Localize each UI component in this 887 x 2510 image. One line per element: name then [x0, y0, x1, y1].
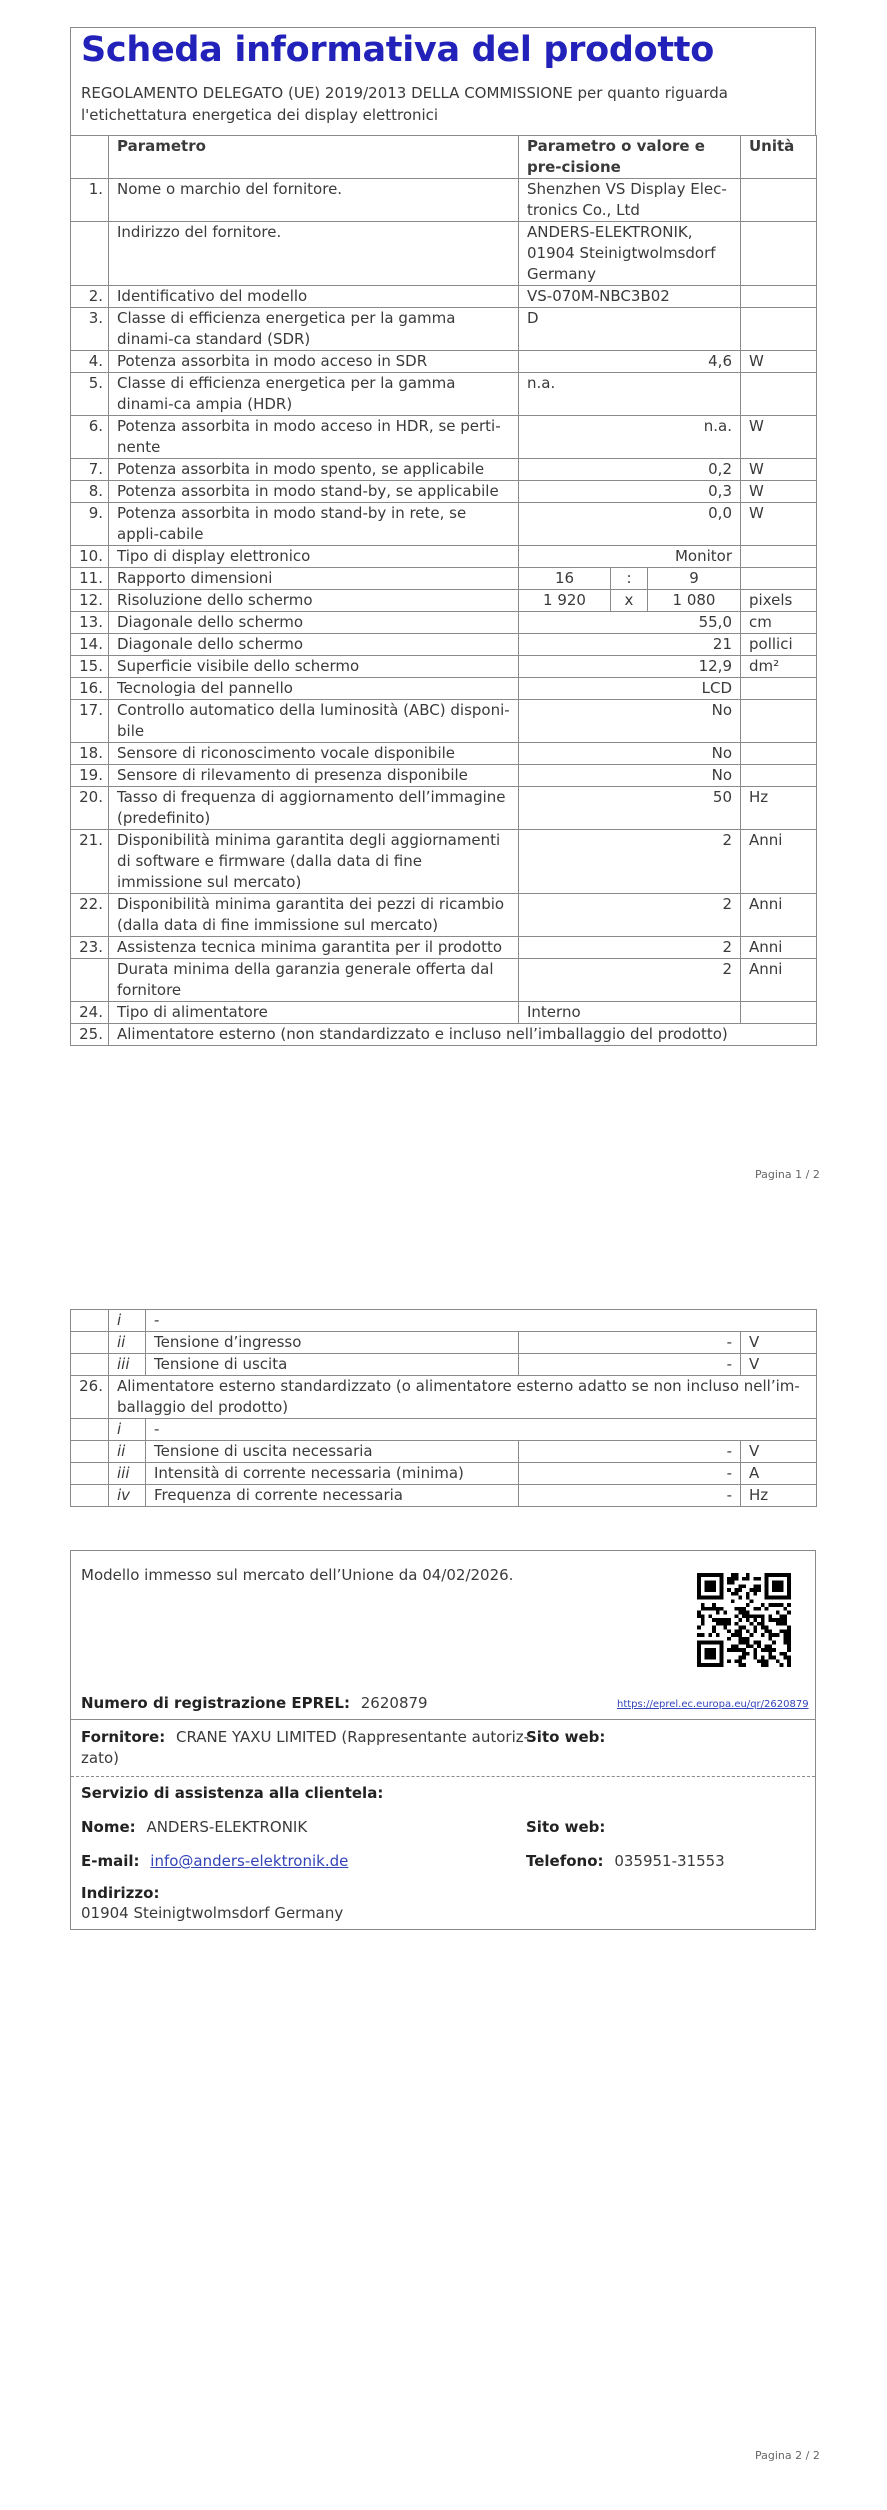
row-number-empty [71, 1354, 109, 1376]
header-number [71, 136, 109, 179]
row-value: No [519, 765, 741, 787]
row-value: 21 [519, 634, 741, 656]
row-unit: W [741, 503, 817, 546]
eprel-number: 2620879 [360, 1694, 428, 1712]
sub-parameter: Tensione di uscita [146, 1354, 519, 1376]
row-unit [741, 743, 817, 765]
row-number: 9. [71, 503, 109, 546]
row-parameter: Risoluzione dello schermo [109, 590, 519, 612]
row-number-empty [71, 1332, 109, 1354]
row-parameter: Rapporto dimensioni [109, 568, 519, 590]
page-number: Pagina 1 / 2 [755, 1168, 820, 1181]
row-unit [741, 179, 817, 222]
row-unit [741, 1002, 817, 1024]
sub-row [71, 1419, 817, 1441]
table-row [71, 546, 817, 568]
table-row [71, 286, 817, 308]
row-parameter: Diagonale dello schermo [109, 612, 519, 634]
row-value-sep: : [611, 568, 648, 590]
row-number-empty [71, 1485, 109, 1507]
row-number: 20. [71, 787, 109, 830]
row-number: 13. [71, 612, 109, 634]
qr-code [697, 1573, 791, 1667]
sub-parameter: - [146, 1419, 817, 1441]
row-number-empty [71, 1419, 109, 1441]
row-parameter: Disponibilità minima garantita degli aggiornamenti di software e firmware (dalla data di fine immissione sul mercato) [109, 830, 519, 894]
supplier-name: CRANE YAXU LIMITED (Rappresentante autoriz- [176, 1728, 530, 1746]
row-value-b: 1 080 [648, 590, 741, 612]
sub-unit: V [741, 1441, 817, 1463]
row-value: 0,3 [519, 481, 741, 503]
row-parameter: Disponibilità minima garantita dei pezzi di ricambio (dalla data di fine immissione sul mercato) [109, 894, 519, 937]
sub-index: iii [109, 1354, 146, 1376]
row-number: 6. [71, 416, 109, 459]
sub-row [71, 1354, 817, 1376]
row-number: 10. [71, 546, 109, 568]
row-parameter: Potenza assorbita in modo acceso in HDR, se perti-nente [109, 416, 519, 459]
row-parameter: Potenza assorbita in modo stand-by, se applicabile [109, 481, 519, 503]
row-unit [741, 308, 817, 351]
sub-value: - [519, 1332, 741, 1354]
market-date-text: Modello immesso sul mercato dell’Unione da 04/02/2026. [81, 1566, 514, 1584]
table-row [71, 568, 817, 590]
service-website-label: Sito web: [526, 1818, 606, 1836]
row-unit: Anni [741, 894, 817, 937]
table-row [71, 656, 817, 678]
row-parameter: Sensore di rilevamento di presenza disponibile [109, 765, 519, 787]
row-parameter: Potenza assorbita in modo spento, se applicabile [109, 459, 519, 481]
row-parameter: Identificativo del modello [109, 286, 519, 308]
sub-unit: Hz [741, 1485, 817, 1507]
row-unit [741, 546, 817, 568]
header-value: Parametro o valore e pre-cisione [519, 136, 741, 179]
table-row [71, 894, 817, 937]
sub-index: iv [109, 1485, 146, 1507]
table-row [71, 678, 817, 700]
row-number: 24. [71, 1002, 109, 1024]
row-value: 2 [519, 830, 741, 894]
row-value: 2 [519, 959, 741, 1002]
row-parameter: Indirizzo del fornitore. [109, 222, 519, 286]
row-number: 23. [71, 937, 109, 959]
row-parameter: Tipo di display elettronico [109, 546, 519, 568]
row-value: Monitor [519, 546, 741, 568]
row-number: 3. [71, 308, 109, 351]
sub-parameter: Tensione di uscita necessaria [146, 1441, 519, 1463]
eprel-registration [81, 1694, 428, 1712]
row-unit: pollici [741, 634, 817, 656]
row-number: 4. [71, 351, 109, 373]
address-label: Indirizzo: [81, 1884, 160, 1902]
eprel-label: Numero di registrazione EPREL: [81, 1694, 350, 1712]
row-value-sep: x [611, 590, 648, 612]
table-row [71, 1024, 817, 1046]
row-value: LCD [519, 678, 741, 700]
row-value: VS-070M-NBC3B02 [519, 286, 741, 308]
sub-value: - [519, 1485, 741, 1507]
row-value: Shenzhen VS Display Elec-tronics Co., Ltd [519, 179, 741, 222]
table-row [71, 700, 817, 743]
row-number: 14. [71, 634, 109, 656]
phone-value: 035951-31553 [614, 1852, 725, 1870]
service-email [81, 1852, 348, 1870]
name-value: ANDERS-ELEKTRONIK [146, 1818, 308, 1836]
table-row [71, 416, 817, 459]
table-row [71, 481, 817, 503]
sub-index: iii [109, 1463, 146, 1485]
row-unit: Anni [741, 830, 817, 894]
product-info-table-continued [70, 1309, 817, 1507]
row-value-a: 1 920 [519, 590, 611, 612]
row-number: 2. [71, 286, 109, 308]
row-value: 4,6 [519, 351, 741, 373]
row-parameter: Durata minima della garanzia generale offerta dal fornitore [109, 959, 519, 1002]
row-value: 55,0 [519, 612, 741, 634]
row-number: 5. [71, 373, 109, 416]
row-number: 1. [71, 179, 109, 222]
row-number: 22. [71, 894, 109, 937]
table-row [71, 351, 817, 373]
row-number: 7. [71, 459, 109, 481]
row-unit: W [741, 481, 817, 503]
row-value: 2 [519, 894, 741, 937]
page-2 [0, 1255, 887, 2510]
row-number: 16. [71, 678, 109, 700]
row-unit [741, 286, 817, 308]
sub-parameter: Frequenza di corrente necessaria [146, 1485, 519, 1507]
row-number: 12. [71, 590, 109, 612]
row-number-empty [71, 1310, 109, 1332]
sub-index: ii [109, 1332, 146, 1354]
header-parameter: Parametro [109, 136, 519, 179]
row-unit: pixels [741, 590, 817, 612]
row-unit [741, 678, 817, 700]
sub-value: - [519, 1354, 741, 1376]
sub-value: - [519, 1441, 741, 1463]
service-heading: Servizio di assistenza alla clientela: [81, 1784, 384, 1802]
supplier-line-1 [81, 1728, 529, 1746]
row-parameter: Alimentatore esterno standardizzato (o alimentatore esterno adatto se non incluso nell’im-ballaggio del prodotto) [109, 1376, 817, 1419]
row-unit: W [741, 416, 817, 459]
product-info-table [70, 135, 817, 1046]
table-row [71, 179, 817, 222]
sub-row [71, 1441, 817, 1463]
row-parameter: Classe di efficienza energetica per la gamma dinami-ca ampia (HDR) [109, 373, 519, 416]
row-parameter: Classe di efficienza energetica per la gamma dinami-ca standard (SDR) [109, 308, 519, 351]
row-value: 2 [519, 937, 741, 959]
table-row [71, 308, 817, 351]
table-row [71, 612, 817, 634]
row-number: 17. [71, 700, 109, 743]
registration-info-box [70, 1550, 816, 1930]
table-row [71, 830, 817, 894]
row-number: 25. [71, 1024, 109, 1046]
row-parameter: Tipo di alimentatore [109, 1002, 519, 1024]
sub-row [71, 1463, 817, 1485]
row-value: 0,2 [519, 459, 741, 481]
sub-index: i [109, 1310, 146, 1332]
row-parameter: Potenza assorbita in modo acceso in SDR [109, 351, 519, 373]
table-row [71, 787, 817, 830]
supplier-line-2: zato) [81, 1749, 119, 1767]
page-number-2: Pagina 2 / 2 [755, 2449, 820, 2462]
row-value: 50 [519, 787, 741, 830]
sub-parameter: - [146, 1310, 817, 1332]
row-value: 12,9 [519, 656, 741, 678]
row-unit: W [741, 351, 817, 373]
row-unit [741, 568, 817, 590]
row-parameter: Alimentatore esterno (non standardizzato e incluso nell’imballaggio del prodotto) [109, 1024, 817, 1046]
table-row [71, 1002, 817, 1024]
table-row [71, 743, 817, 765]
row-value: 0,0 [519, 503, 741, 546]
sub-unit: V [741, 1332, 817, 1354]
sub-index: ii [109, 1441, 146, 1463]
sub-row [71, 1332, 817, 1354]
row-value: ANDERS-ELEKTRONIK, 01904 Steinigtwolmsdorf Germany [519, 222, 741, 286]
row-value: n.a. [519, 416, 741, 459]
table-row [71, 959, 817, 1002]
row-number-empty [71, 1463, 109, 1485]
row-unit: Hz [741, 787, 817, 830]
row-parameter: Superficie visibile dello schermo [109, 656, 519, 678]
sub-row [71, 1485, 817, 1507]
sub-index: i [109, 1419, 146, 1441]
document-header [70, 27, 816, 135]
sub-row [71, 1310, 817, 1332]
service-name [81, 1818, 307, 1836]
table-row [71, 1376, 817, 1419]
row-number: 26. [71, 1376, 109, 1419]
phone-label: Telefono: [526, 1852, 604, 1870]
sub-parameter: Tensione d’ingresso [146, 1332, 519, 1354]
table-row [71, 634, 817, 656]
row-value-b: 9 [648, 568, 741, 590]
sub-parameter: Intensità di corrente necessaria (minima) [146, 1463, 519, 1485]
row-value: Interno [519, 1002, 741, 1024]
table-row [71, 590, 817, 612]
row-number-empty [71, 1441, 109, 1463]
sub-value: - [519, 1463, 741, 1485]
table-row [71, 373, 817, 416]
row-parameter: Potenza assorbita in modo stand-by in rete, se appli-cabile [109, 503, 519, 546]
row-value: No [519, 743, 741, 765]
supplier-website-label: Sito web: [526, 1728, 606, 1746]
name-label: Nome: [81, 1818, 136, 1836]
row-number: 18. [71, 743, 109, 765]
row-parameter: Diagonale dello schermo [109, 634, 519, 656]
row-number [71, 959, 109, 1002]
supplier-label: Fornitore: [81, 1728, 166, 1746]
document-subtitle: REGOLAMENTO DELEGATO (UE) 2019/2013 DELLA COMMISSIONE per quanto riguarda l'etichettatura energetica dei display elettronici [81, 84, 728, 124]
row-parameter: Sensore di riconoscimento vocale disponibile [109, 743, 519, 765]
row-unit: Anni [741, 937, 817, 959]
row-number: 11. [71, 568, 109, 590]
service-phone [526, 1852, 725, 1870]
address-value: 01904 Steinigtwolmsdorf Germany [81, 1904, 344, 1922]
table-row [71, 765, 817, 787]
table-row [71, 459, 817, 481]
row-unit: W [741, 459, 817, 481]
row-parameter: Tecnologia del pannello [109, 678, 519, 700]
email-link[interactable]: info@anders-elektronik.de [150, 1852, 349, 1870]
table-header-row [71, 136, 817, 179]
header-unit: Unità [741, 136, 817, 179]
eprel-link[interactable]: https://eprel.ec.europa.eu/qr/2620879 [617, 1699, 809, 1710]
row-unit: dm² [741, 656, 817, 678]
row-parameter: Tasso di frequenza di aggiornamento dell’immagine (predefinito) [109, 787, 519, 830]
row-number: 8. [71, 481, 109, 503]
row-number [71, 222, 109, 286]
row-number: 21. [71, 830, 109, 894]
row-unit: cm [741, 612, 817, 634]
row-number: 19. [71, 765, 109, 787]
row-number: 15. [71, 656, 109, 678]
row-parameter: Controllo automatico della luminosità (ABC) disponi-bile [109, 700, 519, 743]
row-unit: Anni [741, 959, 817, 1002]
row-value: D [519, 308, 741, 351]
document-title: Scheda informativa del prodotto [81, 30, 714, 70]
row-parameter: Nome o marchio del fornitore. [109, 179, 519, 222]
table-row [71, 503, 817, 546]
row-value-a: 16 [519, 568, 611, 590]
row-unit [741, 373, 817, 416]
row-parameter: Assistenza tecnica minima garantita per il prodotto [109, 937, 519, 959]
table-row [71, 222, 817, 286]
email-label: E-mail: [81, 1852, 140, 1870]
sub-unit: V [741, 1354, 817, 1376]
table-row [71, 937, 817, 959]
row-unit [741, 222, 817, 286]
sub-unit: A [741, 1463, 817, 1485]
row-unit [741, 700, 817, 743]
row-value: n.a. [519, 373, 741, 416]
row-value: No [519, 700, 741, 743]
row-unit [741, 765, 817, 787]
